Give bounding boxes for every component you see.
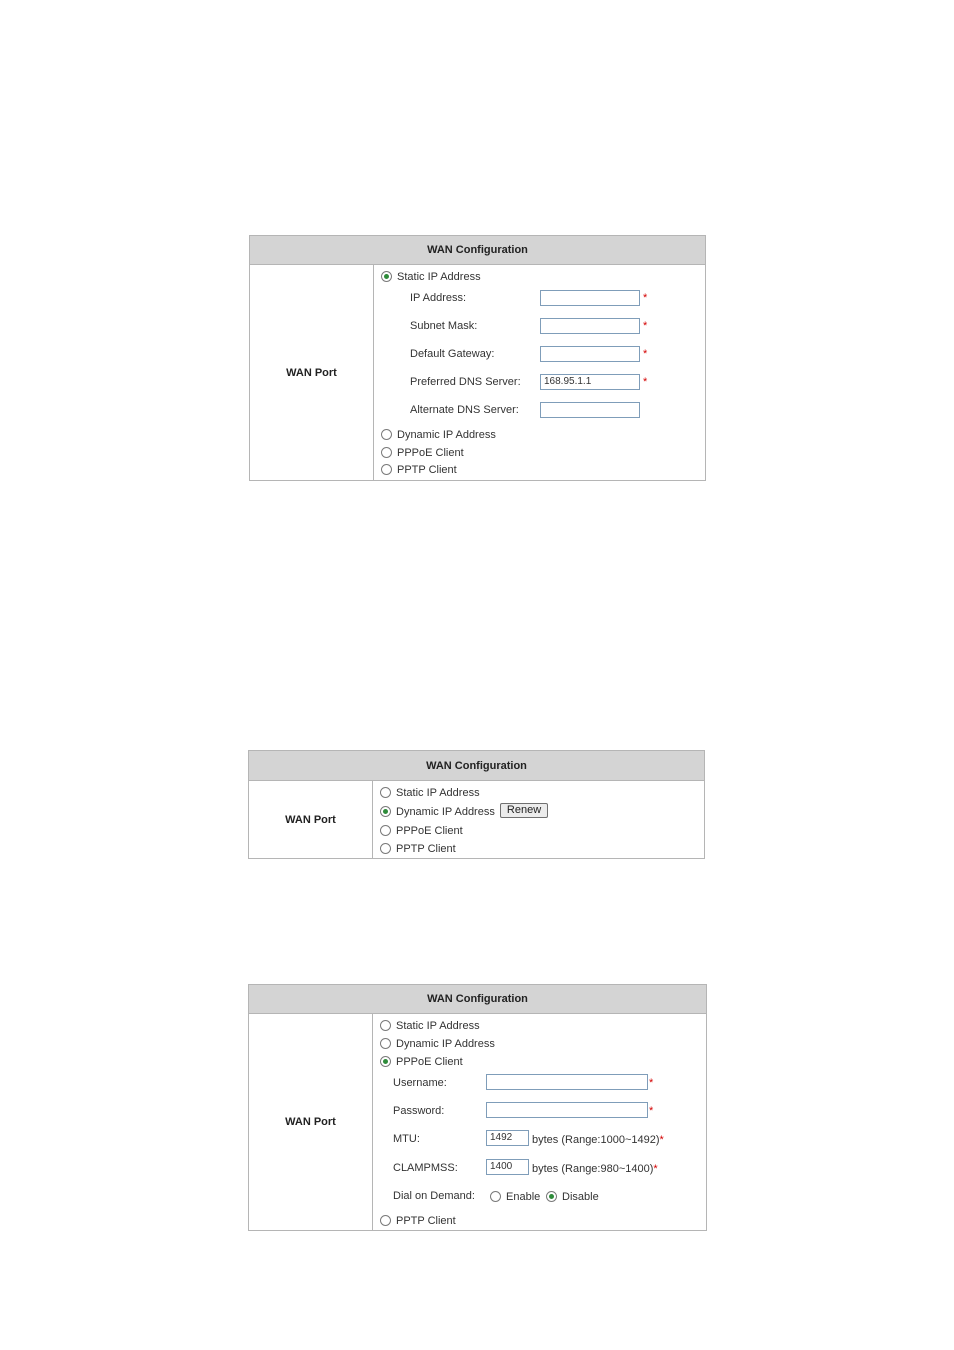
radio-unselected-icon[interactable] [380,1020,391,1031]
alternate-dns-label: Alternate DNS Server: [410,404,519,416]
alternate-dns-input[interactable] [540,402,640,418]
radio-unselected-icon[interactable] [490,1191,501,1202]
panel-title: WAN Configuration [249,751,704,781]
dial-enable-option[interactable]: Enable [490,1189,540,1205]
radio-selected-icon[interactable] [381,271,392,282]
radio-selected-icon[interactable] [380,1056,391,1067]
clampmss-label: CLAMPMSS: [393,1162,458,1174]
required-marker: * [643,376,648,388]
panel-title: WAN Configuration [250,236,705,265]
dial-on-demand-label: Dial on Demand: [393,1190,475,1202]
mtu-input[interactable]: 1492 [486,1130,529,1146]
subnet-mask-label: Subnet Mask: [410,320,478,332]
wan-config-panel-dynamic [248,750,705,859]
option-pppoe[interactable]: PPPoE Client [380,1054,463,1070]
wan-port-label: WAN Port [249,781,373,858]
option-static-ip[interactable]: Static IP Address [380,785,480,801]
username-label: Username: [393,1077,447,1089]
option-pptp[interactable]: PPTP Client [381,462,457,478]
option-pppoe[interactable]: PPPoE Client [381,445,464,461]
option-static-ip[interactable]: Static IP Address [380,1018,480,1034]
mtu-label: MTU: [393,1133,420,1145]
required-marker: * [643,292,648,304]
radio-unselected-icon[interactable] [380,1215,391,1226]
wan-port-options [373,1014,706,1230]
required-marker: * [643,348,648,360]
option-dynamic-ip[interactable]: Dynamic IP Address [381,427,496,443]
dial-disable-option[interactable]: Disable [546,1189,599,1205]
preferred-dns-input[interactable]: 168.95.1.1 [540,374,640,390]
option-pppoe[interactable]: PPPoE Client [380,823,463,839]
wan-port-options [373,781,704,858]
mtu-range-text: bytes (Range:1000~1492)* [532,1134,664,1146]
clampmss-range-text: bytes (Range:980~1400)* [532,1163,658,1175]
ip-address-input[interactable] [540,290,640,306]
default-gateway-label: Default Gateway: [410,348,495,360]
renew-button[interactable]: Renew [500,803,548,818]
wan-config-panel-pppoe [248,984,707,1231]
password-label: Password: [393,1105,445,1117]
ip-address-label: IP Address: [410,292,467,304]
radio-unselected-icon[interactable] [380,825,391,836]
radio-selected-icon[interactable] [380,806,391,817]
radio-unselected-icon[interactable] [380,1038,391,1049]
radio-unselected-icon[interactable] [380,787,391,798]
option-dynamic-ip[interactable]: Dynamic IP Address [380,1036,495,1052]
preferred-dns-label: Preferred DNS Server: [410,376,521,388]
required-marker: * [649,1077,654,1089]
radio-unselected-icon[interactable] [381,447,392,458]
required-marker: * [649,1105,654,1117]
radio-unselected-icon[interactable] [380,843,391,854]
default-gateway-input[interactable] [540,346,640,362]
wan-port-options [374,265,705,480]
radio-unselected-icon[interactable] [381,464,392,475]
radio-selected-icon[interactable] [546,1191,557,1202]
password-input[interactable] [486,1102,648,1118]
required-marker: * [643,320,648,332]
wan-port-label: WAN Port [250,265,374,480]
clampmss-input[interactable]: 1400 [486,1159,529,1175]
wan-port-label: WAN Port [249,1014,373,1230]
username-input[interactable] [486,1074,648,1090]
option-pptp[interactable]: PPTP Client [380,1213,456,1229]
radio-unselected-icon[interactable] [381,429,392,440]
subnet-mask-input[interactable] [540,318,640,334]
panel-title: WAN Configuration [249,985,706,1014]
option-static-ip[interactable]: Static IP Address [381,269,481,285]
option-pptp[interactable]: PPTP Client [380,841,456,857]
option-dynamic-ip[interactable]: Dynamic IP Address Renew [380,804,548,820]
wan-config-panel-static [249,235,706,481]
